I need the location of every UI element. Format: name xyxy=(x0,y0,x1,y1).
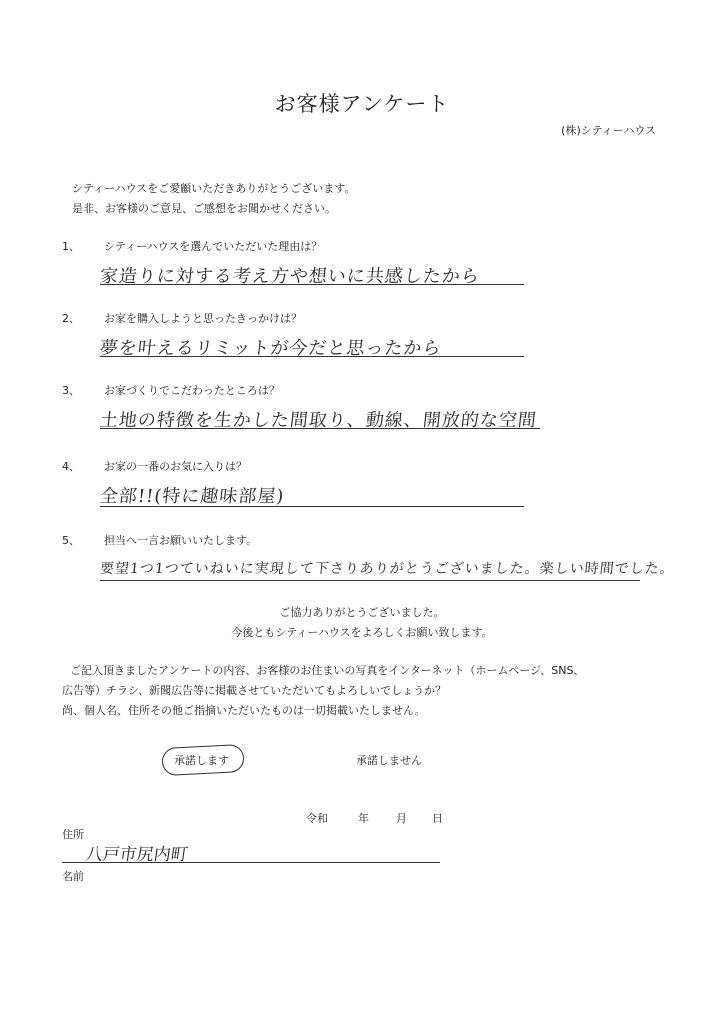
survey-title: お客様アンケート xyxy=(274,92,450,116)
date-year-label: 年 xyxy=(358,812,369,825)
date-day-label: 日 xyxy=(432,812,443,825)
address-value[interactable]: 八戸市尻内町 xyxy=(84,845,190,865)
disagree-option[interactable]: 承諾しません xyxy=(356,754,422,767)
answer-3-line xyxy=(100,428,540,429)
answer-3[interactable]: 土地の特徴を生かした間取り、動線、開放的な空間 xyxy=(98,410,538,431)
consent-line-3: 尚、個人名、住所その他ご指摘いただいたものは一切掲載いたしません。 xyxy=(62,704,426,717)
consent-line-1: ご記入頂きましたアンケートの内容、お客様のお住まいの写真をインターネット（ホームページ、SNS、 xyxy=(70,664,585,677)
question-2-text: お家を購入しようと思ったきっかけは？ xyxy=(104,312,302,325)
question-3-text: お家づくりでこだわったところは？ xyxy=(104,384,280,397)
answer-4-line xyxy=(100,506,524,507)
address-line xyxy=(62,862,440,863)
agree-option[interactable]: 承諾します xyxy=(174,754,229,767)
question-5-number: 5、 xyxy=(62,534,80,547)
consent-line-2: 広告等）チラシ、新聞広告等に掲載させていただいてもよろしいでしょうか？ xyxy=(62,684,447,697)
question-1-text: シティーハウスを選んでいただいた理由は？ xyxy=(104,240,323,253)
thanks-line-1: ご協力ありがとうございました。 xyxy=(279,606,445,619)
address-label: 住所 xyxy=(62,828,84,841)
answer-1[interactable]: 家造りに対する考え方や想いに共感したから xyxy=(98,266,481,287)
question-1-number: 1、 xyxy=(62,240,80,253)
intro-line-1: シティーハウスをご愛顧いただきありがとうございます。 xyxy=(72,182,356,195)
intro-line-2: 是非、お客様のご意見、ご感想をお聞かせください。 xyxy=(72,202,336,215)
answer-5-line xyxy=(100,580,640,581)
answer-1-line xyxy=(100,284,524,285)
answer-2[interactable]: 夢を叶えるリミットが今だと思ったから xyxy=(98,338,443,359)
name-label: 名前 xyxy=(62,870,84,883)
date-month-label: 月 xyxy=(396,812,407,825)
answer-2-line xyxy=(100,356,524,357)
question-5-text: 担当へ一言お願いいたします。 xyxy=(104,534,258,547)
question-2-number: 2、 xyxy=(62,312,80,325)
question-3-number: 3、 xyxy=(62,384,80,397)
answer-5[interactable]: 要望1つ1つていねいに実現して下さりありがとうございました。楽しい時間でした。 xyxy=(99,561,676,577)
question-4-text: お家の一番のお気に入りは？ xyxy=(104,460,247,473)
answer-4[interactable]: 全部!!(特に趣味部屋) xyxy=(98,486,286,507)
date-era-label: 令和 xyxy=(306,812,328,825)
question-4-number: 4、 xyxy=(62,460,80,473)
thanks-line-2: 今後ともシティーハウスをよろしくお願い致します。 xyxy=(231,626,493,639)
company-name: (株)シティーハウス xyxy=(561,124,656,137)
